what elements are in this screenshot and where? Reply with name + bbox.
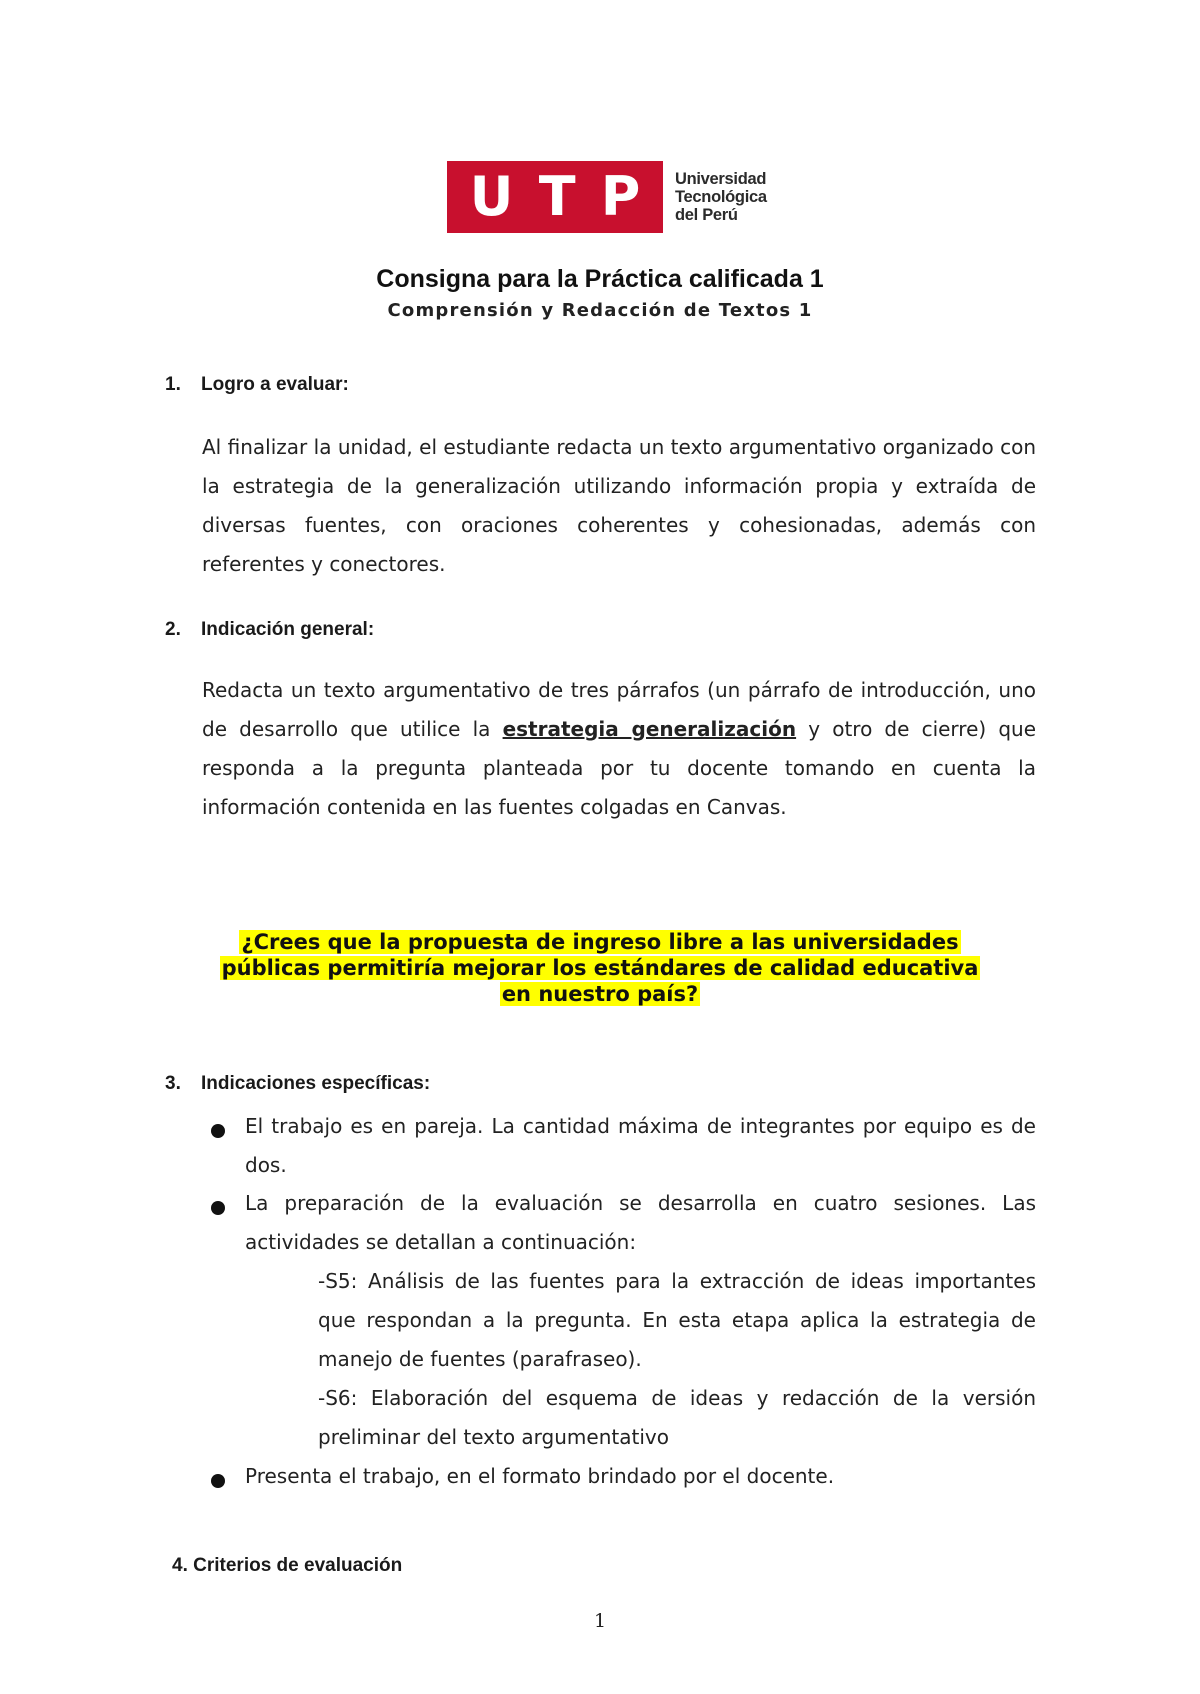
section-number: 1. [165,374,181,395]
document-subtitle: Comprensión y Redacción de Textos 1 [387,300,813,321]
bullet-item: La preparación de la evaluación se desarrolla en cuatro sesiones. Las actividades se detallan a continuación: [245,1191,1036,1254]
utp-logo [447,161,767,233]
underlined-term: estrategia generalización [502,717,797,741]
highlighted-question [0,929,1200,1007]
bullet-item: El trabajo es en pareja. La cantidad máxima de integrantes por equipo es de dos. [245,1114,1036,1177]
bullet-item: Presenta el trabajo, en el formato brindado por el docente. [245,1464,835,1488]
section-title: Criterios de evaluación [193,1555,403,1576]
bullet-dot [211,1124,225,1138]
logo-letter-t: T [538,165,576,228]
section-title: Indicaciones específicas: [201,1073,431,1094]
logo-university-name [675,170,767,224]
session-item-s6: -S6: Elaboración del esquema de ideas y redacción de la versión preliminar del texto argumentativo [318,1386,1036,1449]
logo-letter-u: U [469,165,514,228]
document-title: Consigna para la Práctica calificada 1 [376,265,824,293]
session-item-s5: -S5: Análisis de las fuentes para la extracción de ideas importantes que respondan a la pregunta. En esta etapa aplica la estrategia de manejo de fuentes (parafraseo). [318,1269,1036,1371]
question-line: públicas permitiría mejorar los estándares de calidad educativa [221,956,979,980]
logo-name-line: del Perú [675,206,738,224]
bullet-dot [211,1474,225,1488]
section-number: 4. [172,1555,188,1576]
logo-name-line: Tecnológica [675,188,767,206]
logo-letter-p: P [600,165,641,228]
body-text: Redacta un texto argumentativo de tres párrafos (un párrafo de introducción, uno de desarrollo que utilice la [202,678,1036,741]
question-line: ¿Crees que la propuesta de ingreso libre a las universidades [241,930,959,954]
logo-letters-block [447,161,663,233]
section-3-heading [165,1073,430,1095]
section-title: Logro a evaluar: [201,374,349,395]
page-number: 1 [593,1610,607,1632]
body-text: y otro de cierre) que responda a la pregunta planteada por tu docente tomando en cuenta la información contenida en las fuentes colgadas en Canvas. [202,717,1037,819]
section-4-heading [172,1555,402,1577]
section-title: Indicación general: [201,619,375,640]
section-number: 2. [165,619,181,640]
section-number: 3. [165,1073,181,1094]
bullet-dot [211,1201,225,1215]
logo-name-line: Universidad [675,170,767,188]
section-2-body [202,671,1036,827]
section-1-heading [165,374,349,396]
question-line: en nuestro país? [501,982,699,1006]
section-1-body: Al finalizar la unidad, el estudiante redacta un texto argumentativo organizado con la estrategia de la generalización utilizando información propia y extraída de diversas fuentes, con oraciones coherentes y cohesionadas, además con referentes y conectores. [202,435,1036,576]
section-2-heading [165,619,374,641]
